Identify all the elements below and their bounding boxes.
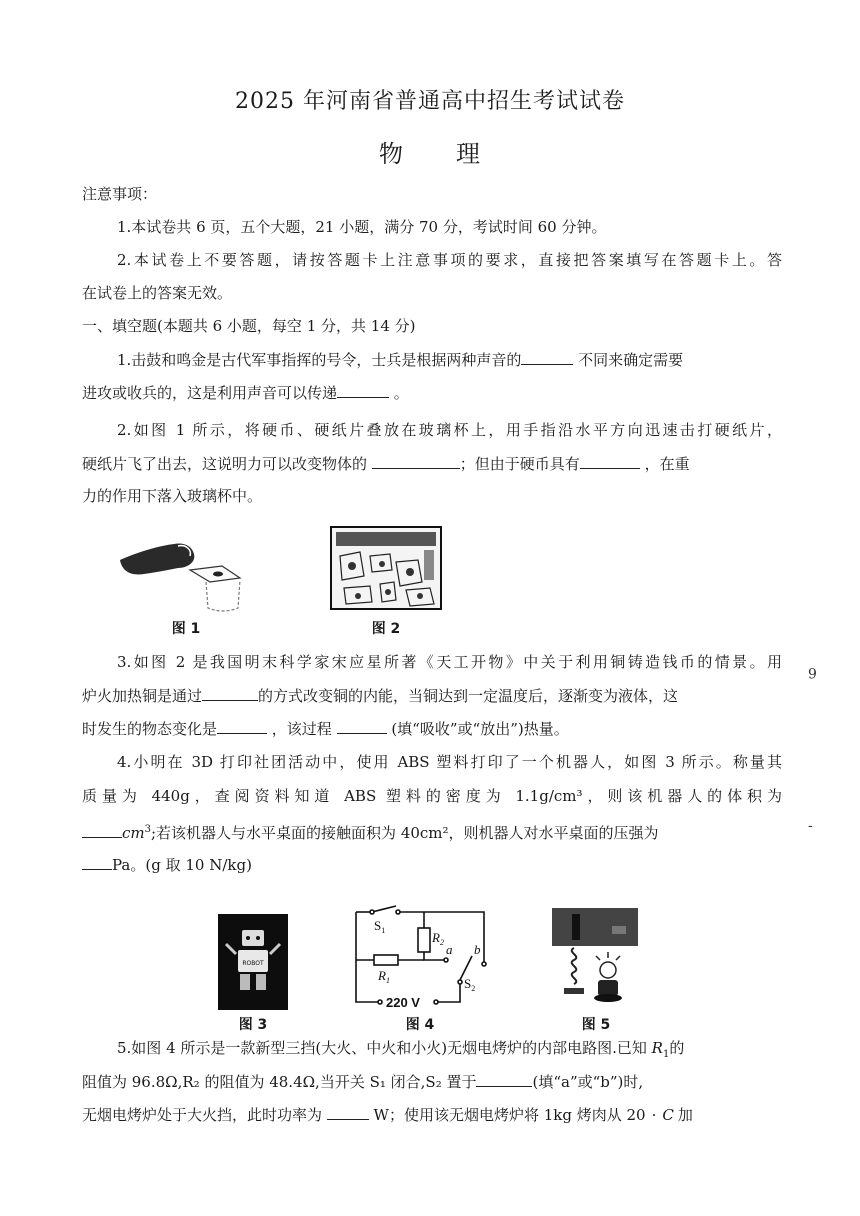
figure-4-label: 图 4 xyxy=(405,1017,435,1033)
figure-5-apparatus-photo xyxy=(552,908,642,1010)
answer-blank xyxy=(82,854,112,870)
symbol-r-subscript: 1 xyxy=(662,1049,670,1060)
q1-text-b: 不同来确定需要 xyxy=(573,351,684,369)
terminal-a-label: a xyxy=(446,942,453,957)
q2-line-3: 力的作用下落入玻璃杯中。 xyxy=(82,487,263,505)
margin-mark-dash: - xyxy=(808,818,813,834)
q4-line-4 xyxy=(82,854,782,875)
resistor-r1-label: $R_1$ xyxy=(378,968,390,985)
q3-text-e: (填“吸收”或“放出”)热量。 xyxy=(386,720,569,738)
answer-blank xyxy=(327,1104,369,1120)
notice-item-2-line-2: 在试卷上的答案无效。 xyxy=(82,284,233,302)
q4-line-3 xyxy=(82,820,782,843)
q2-text-a: 硬纸片飞了出去，这说明力可以改变物体的 xyxy=(82,455,372,473)
figure-2-coin-casting-illustration xyxy=(330,526,442,610)
q1-text-c: 进攻或收兵的，这是利用声音可以传递 xyxy=(82,384,338,402)
notice-item-2-line-1: 2.本试卷上不要答题，请按答题卡上注意事项的要求，直接把答案填写在答题卡上。答 xyxy=(117,251,782,269)
q5-text-f: W；使用该无烟电烤炉将 1kg 烤肉从 20 xyxy=(368,1106,646,1124)
switch-s1-label: $S_1$ xyxy=(374,918,386,935)
q3-line-1: 3.如图 2 是我国明末科学家宋应星所著《天工开物》中关于利用铜铸造钱币的情景。用 xyxy=(117,653,782,671)
q5-line-3 xyxy=(82,1104,782,1125)
subject-char-1: 物 xyxy=(379,140,404,168)
q3-text-b: 的方式改变铜的内能，当铜达到一定温度后，逐渐变为液体，这 xyxy=(258,687,679,705)
figure-3-label: 图 3 xyxy=(238,1017,268,1033)
q3-text-d: ，该过程 xyxy=(267,720,337,738)
figure-3-robot-photo xyxy=(218,914,288,1010)
terminal-b-label: b xyxy=(474,942,481,957)
subject-title xyxy=(0,134,860,169)
q3-text-a: 炉火加热铜是通过 xyxy=(82,687,203,705)
resistor-r2-label: $R_2$ xyxy=(432,930,444,947)
q1-text-a: 1.击鼓和鸣金是古代军事指挥的号令，士兵是根据两种声音的 xyxy=(117,351,522,369)
answer-blank xyxy=(372,453,460,469)
notice-heading: 注意事项： xyxy=(82,185,158,203)
figure-1-label: 图 1 xyxy=(171,621,201,637)
answer-blank xyxy=(217,718,267,734)
q4-line-1: 4.小明在 3D 打印社团活动中，使用 ABS 塑料打印了一个机器人，如图 3 所示。称量其 xyxy=(117,753,782,771)
q2-line-2 xyxy=(82,453,782,474)
section-1-heading: 一、填空题(本题共 6 小题，每空 1 分，共 14 分) xyxy=(82,317,416,335)
q4-line-2: 质量为 440g，查阅资料知道 ABS 塑料的密度为 1.1g/cm³，则该机器人的体积为 xyxy=(82,787,782,805)
robot-chest-text: ROBOT xyxy=(242,960,264,967)
q5-line-2 xyxy=(82,1071,782,1092)
q4-text-c: Pa。(g 取 10 N/kg) xyxy=(112,856,252,874)
unit-cm: cm xyxy=(122,824,145,842)
q5-text-g: 加 xyxy=(677,1106,693,1124)
symbol-r: R xyxy=(651,1039,663,1057)
margin-mark-page: 6 xyxy=(808,664,817,680)
q4-text-b: ;若该机器人与水平桌面的接触面积为 40cm²，则机器人对水平桌面的压强为 xyxy=(151,824,659,842)
q5-line-1 xyxy=(117,1038,782,1065)
q5-text-c: 阻值为 96.8Ω,R₂ 的阻值为 48.4Ω,当开关 S₁ 闭合,S₂ 置于 xyxy=(82,1073,477,1091)
answer-blank xyxy=(82,822,122,838)
q3-line-3 xyxy=(82,718,782,739)
exam-title: 2025 年河南省普通高中招生考试试卷 xyxy=(235,89,625,114)
q5-text-b: 的 xyxy=(669,1039,685,1057)
voltage-label: 220 V xyxy=(386,995,420,1010)
unit-c: C xyxy=(662,1106,674,1124)
answer-blank xyxy=(580,453,640,469)
q2-text-c: ，在重 xyxy=(639,455,690,473)
answer-blank xyxy=(337,718,387,734)
figure-1-coin-glass xyxy=(118,526,248,616)
q5-text-a: 5.如图 4 所示是一款新型三挡(大火、中火和小火)无烟电烤炉的内部电路图.已知 xyxy=(117,1039,652,1057)
q1-text-d: 。 xyxy=(389,384,409,402)
figure-4-circuit-diagram xyxy=(348,904,488,1012)
subject-char-2: 理 xyxy=(456,140,481,168)
q2-line-1: 2.如图 1 所示，将硬币、硬纸片叠放在玻璃杯上，用手指沿水平方向迅速击打硬纸片， xyxy=(117,421,782,439)
q1-line-2 xyxy=(82,382,782,403)
q2-text-b: ；但由于硬币具有 xyxy=(459,455,580,473)
figure-2-label: 图 2 xyxy=(371,621,401,637)
notice-item-1: 1.本试卷共 6 页，五个大题，21 小题，满分 70 分，考试时间 60 分钟。 xyxy=(117,218,607,236)
answer-blank xyxy=(521,349,573,365)
figure-5-label: 图 5 xyxy=(581,1017,611,1033)
q1-line-1 xyxy=(117,349,782,370)
unit-exponent: 3 xyxy=(144,824,151,835)
q5-text-e: 无烟电烤炉处于大火挡，此时功率为 xyxy=(82,1106,327,1124)
answer-blank xyxy=(337,382,389,398)
answer-blank xyxy=(202,685,258,701)
switch-s2-label: $S_2$ xyxy=(464,976,476,993)
answer-blank xyxy=(476,1071,532,1087)
q3-line-2 xyxy=(82,685,782,706)
degree-mark: · xyxy=(651,1106,657,1124)
q5-text-d: (填“a”或“b”)时, xyxy=(532,1073,644,1091)
q3-text-c: 时发生的物态变化是 xyxy=(82,720,218,738)
